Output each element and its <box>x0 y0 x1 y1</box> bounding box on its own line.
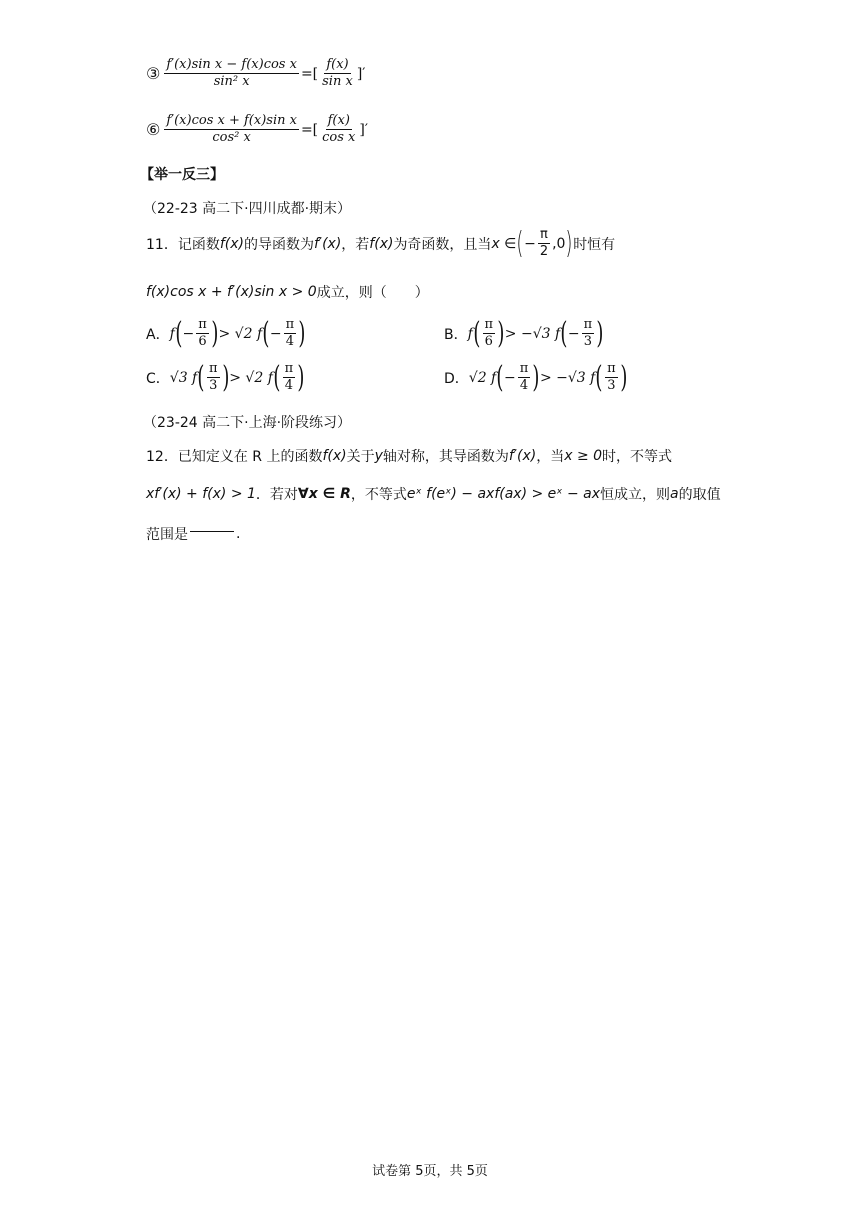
option-d-den2: 3 <box>607 378 616 393</box>
formula-3-rhs <box>320 58 355 89</box>
option-b-den1: 6 <box>484 334 493 349</box>
q12-text-i: 的取值 <box>678 487 721 503</box>
formula-3-rhs-num: f(x) <box>326 57 349 72</box>
q12-inequality-2: eˣ f(eˣ) − axf(ax) > eˣ − ax <box>406 486 600 502</box>
option-b-frac2: $\frac{\pi}{3}$ <box>583 317 593 349</box>
q11-x-in: x ∈ <box>491 235 517 252</box>
option-c-label: C． <box>146 370 170 387</box>
formula-6: ⑥ $\frac{\text{f′(x)cos x + f(x)sin x}}{\text{cos² x}}$ =[ $\frac{f(x)}{\text{cos x}}$ ]′ <box>146 113 369 145</box>
formula-6-rhs-num: f(x) <box>327 113 350 128</box>
formula-6-rhs-den: cos x <box>322 130 356 145</box>
option-d-pre: √2 f <box>468 369 497 386</box>
option-b-den2: 3 <box>583 334 593 349</box>
q11-fpx: f′(x) <box>313 235 342 252</box>
q11-text-a: 11．记函数 <box>146 236 220 253</box>
option-b-frac1: $\frac{\pi}{6}$ <box>484 317 494 349</box>
option-b-pre: f <box>467 325 473 342</box>
formula-6-numerator: f′(x)cos x + f(x)sin x <box>166 113 297 128</box>
formula-6-lhs <box>164 114 299 145</box>
option-a-frac1: $\frac{\pi}{6}$ <box>198 317 207 349</box>
section-heading: 【举一反三】 <box>140 167 224 183</box>
option-d-frac1: $\frac{\pi}{4}$ <box>519 361 529 393</box>
option-a-den1: 6 <box>198 334 207 349</box>
q11-option-a[interactable]: A． f ( − $\frac{\pi}{6}$ ) > √2 f ( − $\frac{\pi}{4}$ ) <box>146 315 306 351</box>
q11-text-e: 时恒有 <box>573 236 616 253</box>
option-d-label: D． <box>444 370 469 387</box>
option-a-sign2: − <box>269 325 282 342</box>
option-c-pre: √3 f <box>169 369 198 386</box>
option-b-mid: > −√3 f <box>504 325 561 342</box>
option-b-label: B． <box>444 326 468 343</box>
option-d-sign1: − <box>503 369 516 386</box>
q12-text-c: 轴对称，其导函数为 <box>382 449 509 465</box>
q11-stem-line1: 11．记函数 f(x) 的导函数为 f′(x) ，若 f(x) 为奇函数，且当 x ∈ ( − $\frac{\pi}{2}$ ,0 ) 时恒有 <box>146 225 616 261</box>
option-c-den2: 4 <box>284 378 293 393</box>
q12-text-d: ，当 <box>536 449 565 465</box>
q12-answer-blank[interactable] <box>190 531 234 532</box>
formula-6-rhs <box>320 114 357 145</box>
q12-a: a <box>670 486 679 502</box>
q11-source: （22-23 高二下·四川成都·期末） <box>143 201 352 217</box>
marker-6: ⑥ <box>146 120 161 139</box>
option-a-sign1: − <box>182 325 195 342</box>
q12-y: y <box>374 448 383 464</box>
q11-condition: f(x)cos x + f′(x)sin x > 0 <box>146 284 317 300</box>
formula-3-rhs-den: sin x <box>322 74 353 89</box>
q12-forall: ∀x ∈ R <box>297 486 351 502</box>
formula-3: ③ $\frac{\text{f′(x)sin x − f(x)cos x}}{\text{sin² x}}$ =[ $\frac{f(x)}{\text{sin x}}$ ]′ <box>146 57 366 89</box>
option-b-sign2: − <box>567 325 580 342</box>
q12-stem-line1 <box>146 446 672 466</box>
option-d-den1: 4 <box>519 378 529 393</box>
q11-fx: f(x) <box>219 235 244 252</box>
q11-fx-2: f(x) <box>369 235 394 252</box>
option-a-pre: f <box>169 325 175 342</box>
page-footer: 试卷第 5页，共 5页 <box>372 1164 488 1179</box>
q12-stem-line2 <box>146 484 721 504</box>
q11-option-b[interactable]: B． f ( $\frac{\pi}{6}$ ) > −√3 f ( − $\frac{\pi}{3}$ ) <box>444 315 604 351</box>
option-a-mid: > √2 f <box>218 325 263 342</box>
q11-interval-den: 2 <box>539 244 549 259</box>
q12-text-e: 时，不等式 <box>602 449 673 465</box>
q12-text-g: ，不等式 <box>350 487 407 503</box>
q12-stem-line3 <box>146 524 240 544</box>
q11-option-c[interactable]: C． √3 f ( $\frac{\pi}{3}$ ) > √2 f ( $\frac{\pi}{4}$ ) <box>146 359 305 395</box>
formula-3-denominator: sin² x <box>213 74 250 89</box>
option-c-frac2: $\frac{\pi}{4}$ <box>284 361 294 393</box>
q12-x-ge: x ≥ 0 <box>564 448 603 464</box>
q11-option-d[interactable]: D． √2 f ( − $\frac{\pi}{4}$ ) > −√3 f ( $\frac{\pi}{3}$ ) <box>444 359 627 395</box>
option-d-mid: > −√3 f <box>539 369 596 386</box>
option-a-label: A． <box>146 326 170 343</box>
formula-6-denominator: cos² x <box>212 130 251 145</box>
option-d-frac2: $\frac{\pi}{3}$ <box>607 361 616 393</box>
q11-text-d: 为奇函数，且当 <box>393 236 492 253</box>
option-c-frac1: $\frac{\pi}{3}$ <box>208 361 218 393</box>
option-a-den2: 4 <box>285 334 294 349</box>
q11-interval-frac <box>538 228 550 259</box>
q12-text-h: 恒成立，则 <box>600 487 670 503</box>
q11-text-b: 的导函数为 <box>243 236 314 253</box>
q11-text-c: ，若 <box>341 236 370 253</box>
q12-fpx: f′(x) <box>508 448 537 464</box>
q12-text-b: 关于 <box>346 449 375 465</box>
q12-text-a: 12．已知定义在 R 上的函数 <box>146 449 323 465</box>
q12-source: （23-24 高二下·上海·阶段练习） <box>143 415 352 431</box>
q12-text-j: 范围是 <box>146 527 188 543</box>
q12-text-f: ．若对 <box>255 487 298 503</box>
q11-text-tail: 成立，则（ ） <box>316 285 429 301</box>
option-a-frac2: $\frac{\pi}{4}$ <box>285 317 295 349</box>
q12-fx: f(x) <box>322 448 347 464</box>
q11-stem-line2 <box>146 282 429 302</box>
formula-3-lhs <box>164 58 299 89</box>
q12-inequality-1: xf′(x) + f(x) > 1 <box>146 486 256 502</box>
q11-interval-tail: ,0 <box>552 235 566 252</box>
option-c-mid: > √2 f <box>229 369 273 386</box>
q11-interval-num: π <box>540 227 548 242</box>
formula-3-numerator: f′(x)sin x − f(x)cos x <box>166 57 297 72</box>
option-c-den1: 3 <box>209 378 218 393</box>
marker-3: ③ <box>146 64 161 83</box>
q12-text-end: . <box>236 526 241 542</box>
